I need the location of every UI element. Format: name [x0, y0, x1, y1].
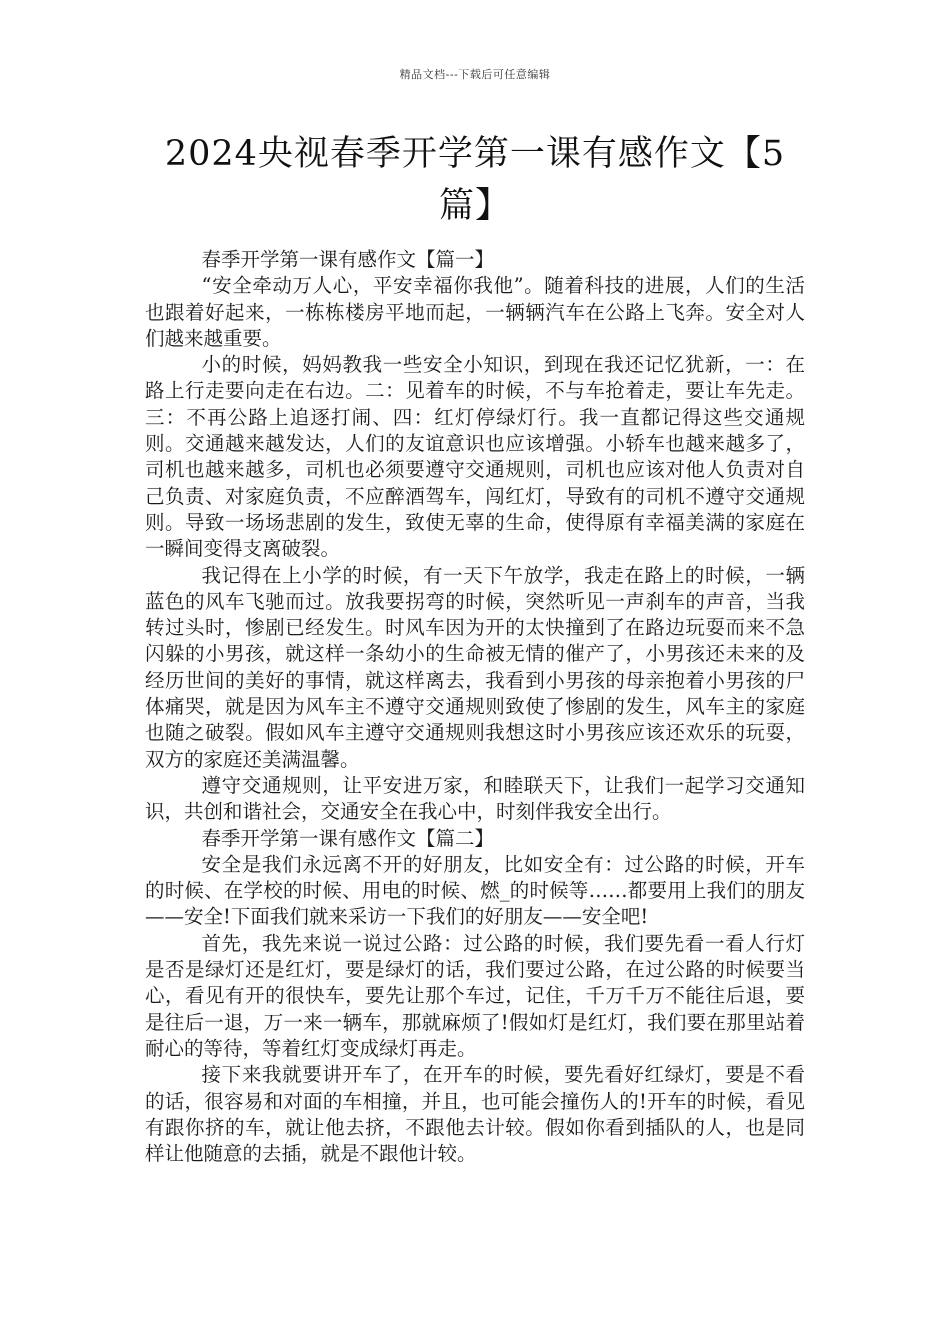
paragraph: 我记得在上小学的时候，有一天下午放学，我走在路上的时候，一辆蓝色的风车飞驰而过。放我要拐弯的时候，突然听见一声刹车的声音，当我转过头时，惨剧已经发生。时风车因为开的太快撞到了在路边玩耍而来不急闪躲的小男孩，就这样一条幼小的生命被无情的催产了，小男孩还未来的及经历世间的美好的事情，就这样离去，我看到小男孩的母亲抱着小男孩的尸体痛哭，就是因为风车主不遵守交通规则致使了惨剧的发生，风车主的家庭也随之破裂。假如风车主遵守交通规则我想这时小男孩应该还欢乐的玩耍，双方的家庭还美满温馨。 — [145, 563, 805, 771]
header-note: 精品文档---下载后可任意编辑 — [399, 68, 551, 81]
paragraph: 小的时候，妈妈教我一些安全小知识，到现在我还记忆犹新，一：在路上行走要向走在右边。二：见着车的时候，不与车抢着走，要让车先走。三：不再公路上追逐打闹、四：红灯停绿灯行。我一直都记得这些交通规则。交通越来越发达，人们的友谊意识也应该增强。小轿车也越来越多了，司机也越来越多，司机也必须要遵守交通规则，司机也应该对他人负责对自己负责、对家庭负责，不应醉酒驾车，闯红灯，导致有的司机不遵守交通规则。导致一场场悲剧的发生，致使无辜的生命，使得原有幸福美满的家庭在一瞬间变得支离破裂。 — [145, 353, 805, 561]
paragraph: 安全是我们永远离不开的好朋友，比如安全有：过公路的时候，开车的时候、在学校的时候、用电的时候、燃_的时候等……都要用上我们的朋友——安全!下面我们就来采访一下我们的好朋友——安全吧! — [145, 852, 805, 929]
paragraph: 接下来我就要讲开车了，在开车的时候，要先看好红绿灯，要是不看的话，很容易和对面的车相撞，并且，也可能会撞伤人的!开车的时候，看见有跟你挤的车，就让他去挤，不跟他去计较。假如你看到插队的人，也是同样让他随意的去插，就是不跟他计较。 — [145, 1063, 805, 1166]
section-heading-1: 春季开学第一课有感作文【篇一】 — [201, 248, 495, 271]
section-heading-2: 春季开学第一课有感作文【篇二】 — [201, 826, 495, 850]
document-title: 2024央视春季开学第一课有感作文【5篇】 — [164, 134, 786, 226]
paragraph: 首先，我先来说一说过公路：过公路的时候，我们要先看一看人行灯是否是绿灯还是红灯，要是绿灯的话，我们要过公路，在过公路的时候要当心，看见有开的很快车，要先让那个车过，记住，千万千万不能往后退，要是往后一退，万一来一辆车，那就麻烦了!假如灯是红灯，我们要在那里站着耐心的等待，等着红灯变成绿灯再走。 — [145, 931, 805, 1060]
paragraph: 遵守交通规则，让平安进万家，和睦联天下，让我们一起学习交通知识，共创和谐社会，交通安全在我心中，时刻伴我安全出行。 — [145, 773, 805, 824]
document-body — [145, 247, 805, 1167]
paragraph: “安全牵动万人心，平安幸福你我他”。随着科技的进展，人们的生活也跟着好起来，一栋栋楼房平地而起，一辆辆汽车在公路上飞奔。安全对人们越来越重要。 — [145, 274, 805, 350]
